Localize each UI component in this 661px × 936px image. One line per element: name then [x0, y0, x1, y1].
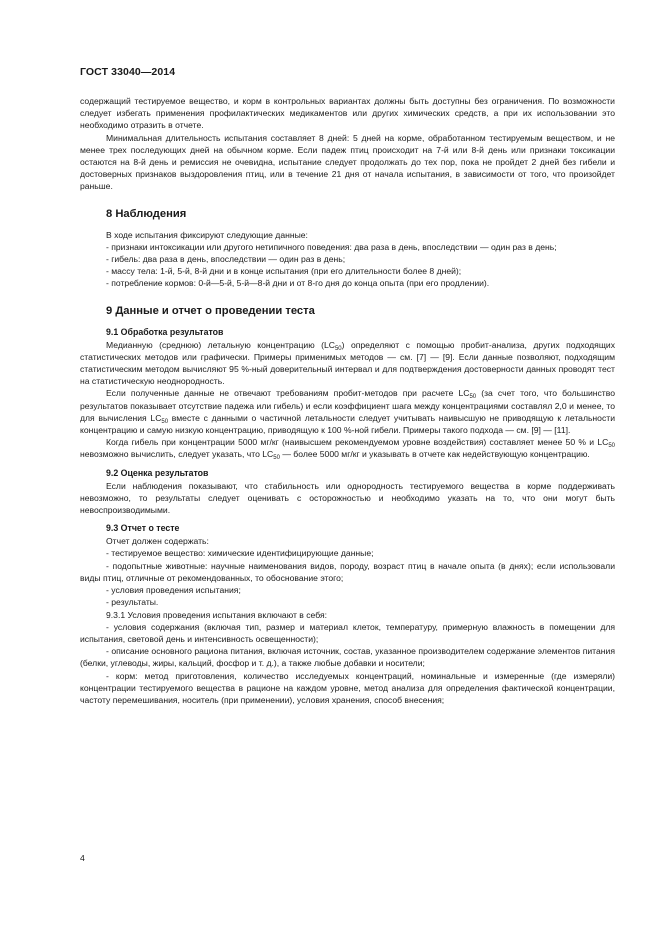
section-heading-8: 8 Наблюдения: [106, 207, 187, 220]
list-item: - условия содержания (включая тип, размер и материал клеток, температуру, примерную влажность в помещении для испытания, световой день и интенсивность освещенности);: [80, 621, 615, 644]
list-item: - корм: метод приготовления, количество исследуемых концентраций, номинальные и измеренные (где измеряли) концентрации тестируемого вещества в рационе на каждом уровне, метод анализа для определения фактической концентрации, частоту перемешивания, носитель (при применении), условия хранения, способ внесения;: [80, 670, 615, 705]
list-item: - гибель: два раза в день, впоследствии — один раз в день;: [106, 254, 346, 265]
subsection-heading-9-1: 9.1 Обработка результатов: [106, 326, 224, 337]
list-item: - подопытные животные: научные наименования видов, породу, возраст птиц в начале опыта (в днях); если использовали виды птиц, отличные от рекомендованных, то обоснование этого;: [80, 560, 615, 583]
paragraph: Минимальная длительность испытания составляет 8 дней: 5 дней на корме, обработанном тестируемым веществом, и не менее трех последующих дней на обычном корме. Если падеж птиц происходит на 7-й или 8-й день или признаки токсикации остаются на 8-й день и ремиссия не очевидна, испытание следует продолжать до тех пор, пока не пройдет 2 дней без гибели и достоверных признаков выздоровления птиц, или в течение 21 дня от начала испытания, в зависимости от того, что произойдет раньше.: [80, 132, 615, 192]
paragraph: В ходе испытания фиксируют следующие данные:: [106, 229, 308, 240]
paragraph: Отчет должен содержать:: [106, 536, 209, 547]
clause-9-3-1: 9.3.1 Условия проведения испытания включают в себя:: [106, 609, 328, 620]
paragraph: Когда гибель при концентрации 5000 мг/кг (наивысшем рекомендуемом уровне воздействия) составляет менее 50 % и $LC_{50}$ невозможно вычислить, следует указать, что $LC_{50}$ — более 5000 мг/кг и указывать в отчете как недействующую концентрацию.: [80, 437, 615, 462]
section-heading-9: 9 Данные и отчет о проведении теста: [106, 304, 315, 317]
document-body: [80, 95, 615, 706]
list-item: - тестируемое вещество: химические идентифицирующие данные;: [106, 548, 374, 559]
page-number: 4: [80, 853, 85, 863]
paragraph: Медианную (среднюю) летальную концентрацию $(LC_{50})$ определяют с помощью пробит-анализа, других подходящих статистических методов или графически. Примеры применимых методов — см. [7] — [9]. Если данные позволяют, подходящим статистическим методом вычисляют 95 %-ный доверительный интервал и для подтверждения достоверности данных проводят тест на статистическую неоднородность.: [80, 339, 615, 387]
paragraph: Если полученные данные не отвечают требованиям пробит-методов при расчете $LC_{50}$ (за счет того, что большинство результатов показывает отсутствие падежа или гибель) и если коэффициент шага между концентрациями составлял 2,0 и менее, то для вычисления $LC_{50}$ вместе с данными о частичной летальности следует учитывать наивысшую не приводящую к летальности концентрацию и самую низкую концентрацию, приводящую к 100 %-ной гибели. Примеры такого подхода — см. [9] — [11].: [80, 388, 615, 436]
list-item: - потребление кормов: 0-й—5-й, 5-й—8-й дни и от 8-го дня до конца опыта (при его продлении).: [106, 278, 490, 289]
list-item: - описание основного рациона питания, включая источник, состав, указанное производителем содержание элементов питания (белки, углеводы, жиры, кальций, фосфор и т. д.), а также любые добавки и носители;: [80, 646, 615, 669]
paragraph: содержащий тестируемое вещество, и корм в контрольных вариантах должны быть доступны без ограничения. По возможности следует избегать применения профилактических медикаментов или других химических средств, а при их использовании это необходимо отразить в отчете.: [80, 96, 615, 131]
standard-header: ГОСТ 33040—2014: [80, 66, 176, 78]
list-item: - массу тела: 1-й, 5-й, 8-й дни и в конце испытания (при его длительности более 8 дней);: [106, 266, 462, 277]
list-item: - результаты.: [106, 597, 159, 608]
subsection-heading-9-2: 9.2 Оценка результатов: [106, 467, 209, 478]
list-item: - признаки интоксикации или другого нетипичного поведения: два раза в день, впоследствии — один раз в день;: [106, 241, 557, 252]
list-item: - условия проведения испытания;: [106, 585, 241, 596]
subsection-heading-9-3: 9.3 Отчет о тесте: [106, 523, 180, 534]
paragraph: Если наблюдения показывают, что стабильность или однородность тестируемого вещества в корме поддерживать невозможно, то результаты следует оценивать с осторожностью и необходимо указать на то, что они могут быть невоспроизводимыми.: [80, 480, 615, 516]
